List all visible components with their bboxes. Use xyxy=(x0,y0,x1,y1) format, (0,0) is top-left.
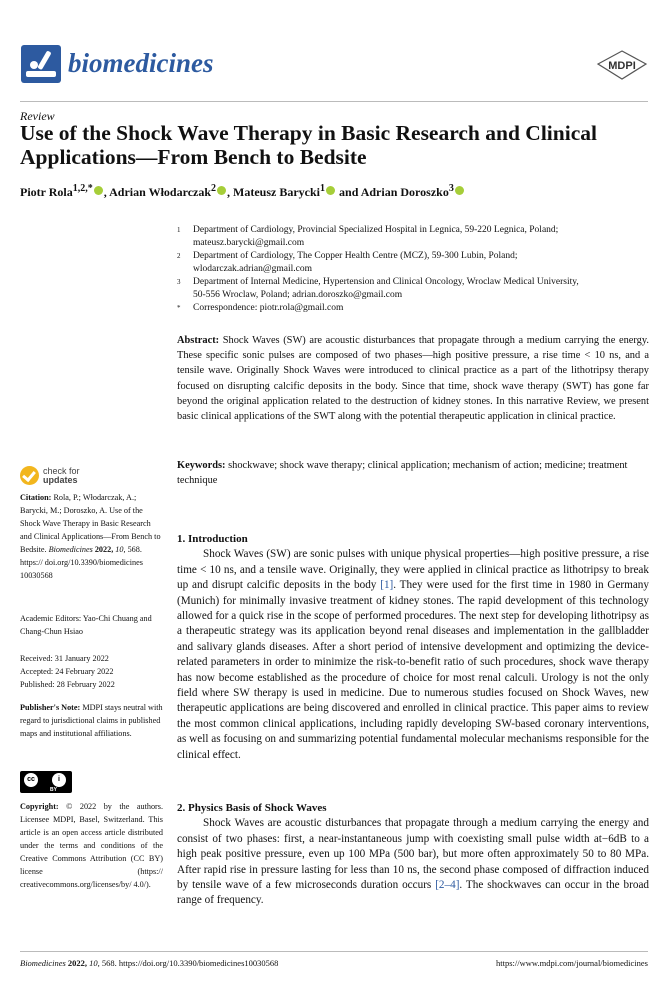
keywords-text: shockwave; shock wave therapy; clinical application; mechanism of action; medicine; treatment technique xyxy=(177,460,628,487)
abstract xyxy=(177,333,649,424)
keywords xyxy=(177,458,649,488)
affiliation-item xyxy=(177,224,647,250)
header-divider xyxy=(20,101,648,102)
affiliation-email[interactable]: mateusz.barycki@gmail.com xyxy=(193,238,305,248)
published-date: Published: 28 February 2022 xyxy=(20,680,115,689)
paragraph xyxy=(177,547,649,763)
abstract-text: Shock Waves (SW) are acoustic disturbances that propagate through a medium carrying the energy. These specific sonic pulses are composed of two phases—high positive pressure, a rise time < 10 ns, and a tensile wave. Originally Shock Waves were introduced to clinical practice as a part of the lithotripsy therapy focused on disrupting calcific deposits in the body. Since that time, shock wave therapy (SWT) has gone far beyond the original application related to the destruction of kidney stones. In this narrative Review, we present basic clinical applications of the SWT along with the potential therapeutic application in clinical practice. xyxy=(177,335,649,423)
paragraph-text: Shock Waves are acoustic disturbances that propagate through a medium carrying the energy and consist of two phases: first, a near-instantaneous jump with coexisting small pulse width at−6dB to a high peak positive pressure, even up 100 MPa (500 bar), but more often approximately 50 to 80 MPa. After rapid rise in pressure lasting for less than 10 ns, the second phase composed of diffraction induced by tensile wave of a few microseconds duration occurs xyxy=(177,817,649,892)
publisher-note-text: MDPI stays neutral with regard to jurisdictional claims in published maps and institutional affiliations. xyxy=(20,703,163,738)
accepted-date: Accepted: 24 February 2022 xyxy=(20,667,114,676)
citation-year: 2022, xyxy=(94,545,114,554)
affiliation-number: 3 xyxy=(177,278,181,286)
check-icon xyxy=(20,466,39,485)
citation-label: Citation: xyxy=(20,493,52,502)
citation-text: Rola, P.; Włodarczak, A.; Barycki, M.; Doroszko, A. Use of the Shock Wave Therapy in Basic Research and Clinical Applications—From Bench to Bedsite. xyxy=(20,493,161,554)
affiliation-text: Department of Cardiology, Provincial Specialized Hospital in Legnica, 59-220 Legnica, Poland; xyxy=(193,225,559,235)
correspondence-text[interactable]: Correspondence: piotr.rola@gmail.com xyxy=(193,303,344,313)
affiliation-number: 2 xyxy=(177,252,181,260)
affiliation-number: * xyxy=(177,304,181,312)
author-name[interactable]: Adrian Doroszko xyxy=(360,185,449,199)
section-heading: 1. Introduction xyxy=(177,533,248,545)
cc-by-label: BY xyxy=(50,787,57,793)
reference-link[interactable]: [2–4] xyxy=(435,879,460,892)
affiliation-text: Department of Internal Medicine, Hypertension and Clinical Oncology, Wroclaw Medical University, xyxy=(193,277,579,287)
copyright-text: © 2022 by the authors. Licensee MDPI, Basel, Switzerland. This article is an open access article distributed under the terms and conditions of the Creative Commons Attribution (CC BY) license (https:// creativecommons.org/licenses/by/ 4.0/). xyxy=(20,802,164,889)
author-list xyxy=(20,183,465,200)
citation-journal: Biomedicines xyxy=(48,545,93,554)
affiliations xyxy=(177,224,647,315)
copyright-label: Copyright: xyxy=(20,802,59,811)
affiliation-item xyxy=(177,250,647,276)
footer-journal: Biomedicines xyxy=(20,958,66,968)
footer-year: 2022, xyxy=(67,958,88,968)
paragraph xyxy=(177,816,649,908)
publisher-name: MDPI xyxy=(608,60,636,72)
orcid-icon[interactable] xyxy=(217,186,226,195)
author-separator: , xyxy=(227,185,234,199)
publisher-note-label: Publisher's Note: xyxy=(20,703,81,712)
affiliation-email[interactable]: 50-556 Wroclaw, Poland; adrian.doroszko@gmail.com xyxy=(193,290,403,300)
check-updates-line1: check for xyxy=(43,466,80,476)
footer-doi[interactable]: 568. https://doi.org/10.3390/biomedicines10030568 xyxy=(101,958,279,968)
author-separator: , xyxy=(103,185,110,199)
author-name[interactable]: Mateusz Barycki xyxy=(233,185,321,199)
footer-journal-url[interactable]: https://www.mdpi.com/journal/biomedicines xyxy=(496,958,648,968)
author-name[interactable]: Adrian Włodarczak xyxy=(109,185,212,199)
orcid-icon[interactable] xyxy=(94,186,103,195)
paragraph-text: Shock Waves (SW) are sonic pulses with unique physical properties—high positive pressure, a rise time < 10 ns, and a tensile wave. Originally, they were applied in clinical practice as lithotripsy to break up and disrupt calcific deposits in the body xyxy=(177,548,649,592)
received-date: Received: 31 January 2022 xyxy=(20,654,109,663)
section-physics xyxy=(177,801,649,909)
author-affiliation-sup: 3 xyxy=(448,183,454,194)
cc-by-license-icon[interactable] xyxy=(20,771,72,793)
author-affiliation-sup: 1 xyxy=(320,183,326,194)
keywords-label: Keywords: xyxy=(177,460,226,471)
section-introduction xyxy=(177,532,649,763)
article-title: Use of the Shock Wave Therapy in Basic Research and Clinical Applications—From Bench to Bedsite xyxy=(20,121,597,169)
citation-doi[interactable]: 568. https:// doi.org/10.3390/biomedicines 10030568 xyxy=(20,545,143,580)
cc-icon: cc xyxy=(24,773,38,787)
reference-link[interactable]: [1] xyxy=(380,579,394,592)
check-updates-line2: updates xyxy=(43,475,78,485)
footer-divider xyxy=(20,951,648,952)
author-name[interactable]: Piotr Rola xyxy=(20,185,73,199)
page-footer xyxy=(20,958,648,968)
orcid-icon[interactable] xyxy=(326,186,335,195)
article-type: Review xyxy=(20,109,55,123)
orcid-icon[interactable] xyxy=(455,186,464,195)
affiliation-text: Department of Cardiology, The Copper Health Centre (MCZ), 59-300 Lubin, Poland; xyxy=(193,251,518,261)
author-affiliation-sup: 1,2,* xyxy=(72,183,93,194)
affiliation-email[interactable]: wlodarczak.adrian@gmail.com xyxy=(193,264,313,274)
correspondence xyxy=(177,302,647,315)
author-affiliation-sup: 2 xyxy=(211,183,217,194)
biomedicines-logo-icon xyxy=(20,44,62,84)
affiliation-item xyxy=(177,276,647,302)
copyright-block xyxy=(20,800,163,891)
academic-editors: Academic Editors: Yao-Chi Chuang and Chang-Chun Hsiao xyxy=(20,614,152,636)
section-heading: 2. Physics Basis of Shock Waves xyxy=(177,802,327,814)
author-separator: and xyxy=(336,185,361,199)
citation-block xyxy=(20,491,163,582)
check-for-updates-button[interactable] xyxy=(20,464,120,490)
dates-block xyxy=(20,652,163,691)
publisher-note xyxy=(20,701,163,740)
paragraph-text: . The shockwaves can occur in the broad range of frequency. xyxy=(177,879,650,907)
abstract-label: Abstract: xyxy=(177,335,220,346)
citation-volume: 10, xyxy=(115,545,126,554)
footer-volume: 10, xyxy=(89,958,100,968)
attribution-icon: i xyxy=(52,773,66,787)
mdpi-logo-icon[interactable] xyxy=(596,50,648,80)
journal-name[interactable]: biomedicines xyxy=(68,48,214,78)
affiliation-number: 1 xyxy=(177,226,181,234)
paragraph-text: . They were used for the first time in 1980 in Germany (Munich) for minimally invasive treatment of kidney stones. The rapid development of this technology allowed for a quick rise in the scope of performed procedures. The next step for developing lithotripsy as a therapeutic strategy was its application beyond renal diseases and implementation in the gallbladder and salivary glands diseases. After a short period of intensive development and optimizing the device-related parameters in order to minimize the risk-to-benefit ratio of such procedures, shock wave therapy has now become established as the procedure of choice for most renal calculi. Urology is not the only field where SW therapy is used in medicine. Due to numerous studies focused on Shock Waves, new therapeutic applications are being discovered and enrolled in clinical practice. This paper aims to review the most common clinical applications, including rapidly developing SW-based coronary interventions, as well as focusing on and summarizing potential fundamental molecular mechanisms responsible for the clinical effect. xyxy=(177,579,649,761)
